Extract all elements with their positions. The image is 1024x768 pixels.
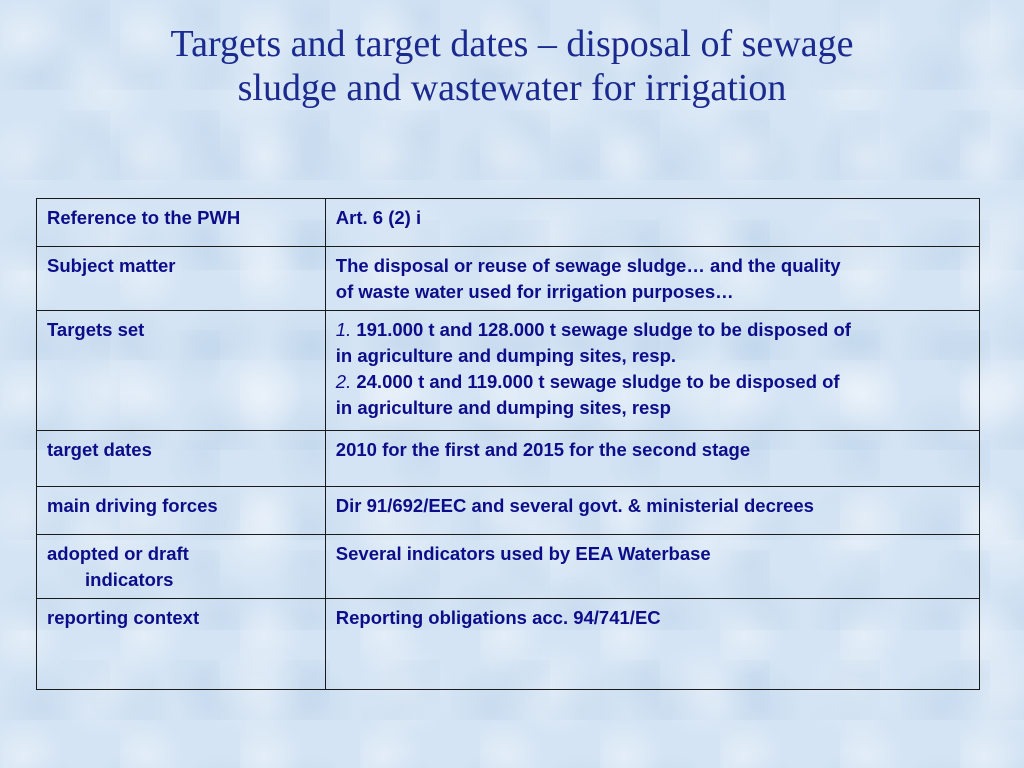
row-label-target-dates: target dates xyxy=(37,431,326,487)
target-1-line-1 xyxy=(336,317,969,343)
row-value-indicators: Several indicators used by EEA Waterbase xyxy=(325,535,979,599)
target-2-line-1 xyxy=(336,369,969,395)
row-value-reporting: Reporting obligations acc. 94/741/EC xyxy=(325,599,979,690)
row-label-driving-forces: main driving forces xyxy=(37,487,326,535)
table-row xyxy=(37,247,980,311)
indicators-label-line-1: adopted or draft xyxy=(47,543,189,564)
target-1-number: 1. xyxy=(335,319,352,340)
row-label-indicators xyxy=(37,535,326,599)
table-row xyxy=(37,311,980,431)
row-label-reference: Reference to the PWH xyxy=(37,199,326,247)
targets-table xyxy=(36,198,980,690)
row-value-driving-forces: Dir 91/692/EEC and several govt. & ministerial decrees xyxy=(325,487,979,535)
table-row xyxy=(37,431,980,487)
target-1-line-2: in agriculture and dumping sites, resp. xyxy=(335,345,677,366)
subject-line-1: The disposal or reuse of sewage sludge… and the quality xyxy=(335,255,841,276)
table-row xyxy=(37,487,980,535)
slide-title-line-2: sludge and wastewater for irrigation xyxy=(237,67,787,109)
slide-title xyxy=(0,22,1024,110)
table-row xyxy=(37,599,980,690)
row-label-subject: Subject matter xyxy=(37,247,326,311)
subject-line-2: of waste water used for irrigation purposes… xyxy=(335,281,734,302)
row-value-subject xyxy=(325,247,979,311)
row-label-reporting: reporting context xyxy=(37,599,326,690)
target-2-line-2: in agriculture and dumping sites, resp xyxy=(335,397,671,418)
slide-title-line-1: Targets and target dates – disposal of sewage xyxy=(170,23,854,65)
target-2-text: 24.000 t and 119.000 t sewage sludge to be disposed of xyxy=(351,371,840,392)
indicators-label-line-2: indicators xyxy=(85,569,174,590)
target-1-text: 191.000 t and 128.000 t sewage sludge to be disposed of xyxy=(351,319,851,340)
target-2-number: 2. xyxy=(335,371,352,392)
row-label-targets: Targets set xyxy=(37,311,326,431)
table-row xyxy=(37,199,980,247)
row-value-targets xyxy=(325,311,979,431)
table-row xyxy=(37,535,980,599)
row-value-reference: Art. 6 (2) i xyxy=(325,199,979,247)
row-value-target-dates: 2010 for the first and 2015 for the second stage xyxy=(325,431,979,487)
